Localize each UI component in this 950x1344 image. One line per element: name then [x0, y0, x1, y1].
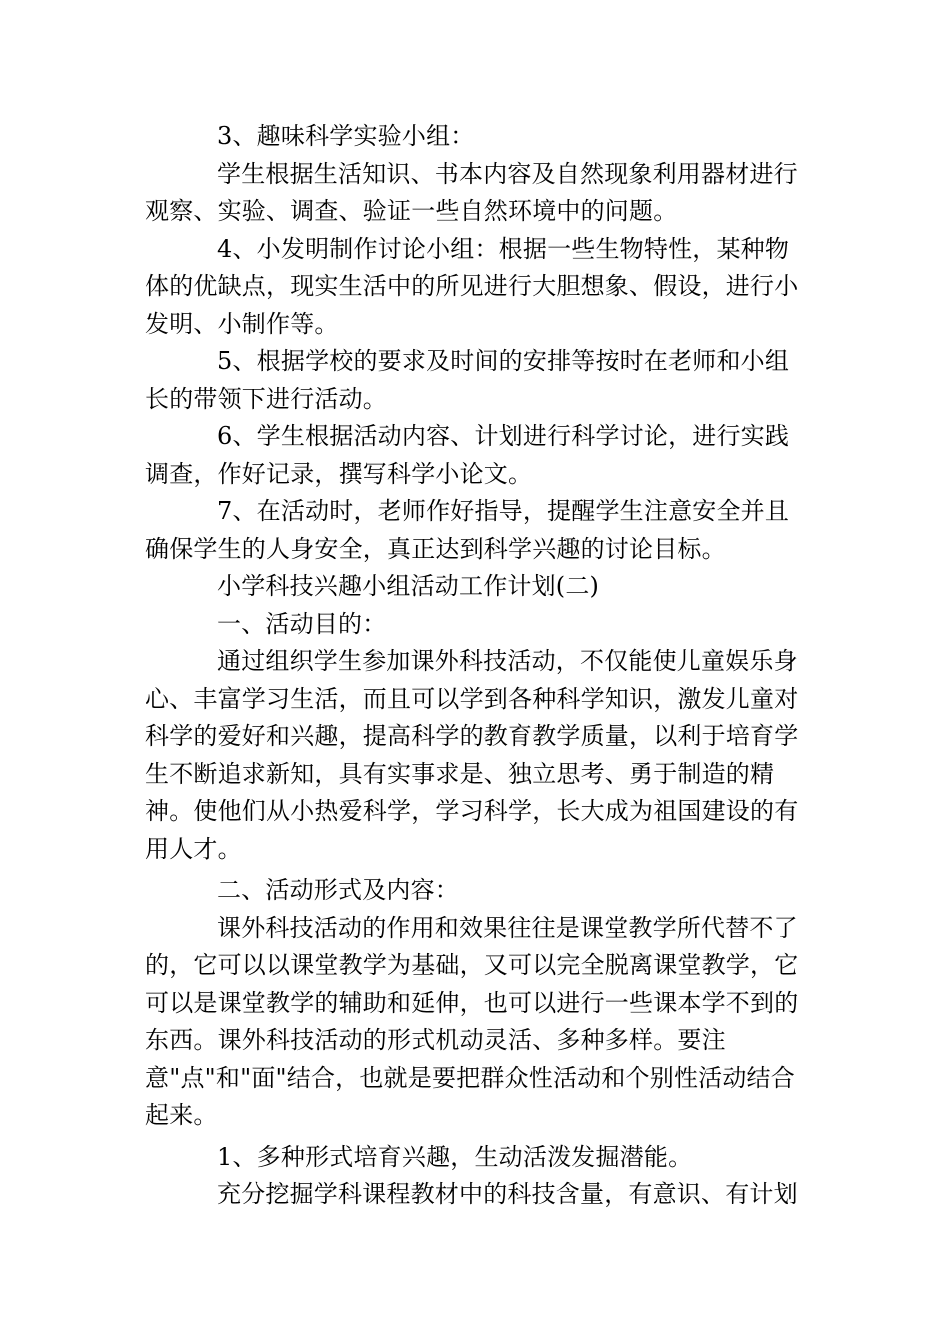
paragraph-item-3-heading: 3、趣味科学实验小组： — [217, 122, 475, 150]
section-title: 小学科技兴趣小组活动工作计划(二) — [217, 572, 600, 600]
paragraph-item-7: 7、在活动时，老师作好指导，提醒学生注意安全并且确保学生的人身安全，真正达到科学兴趣的讨论目标。 — [145, 497, 790, 563]
document-body — [145, 118, 807, 1214]
paragraph-purpose-body: 通过组织学生参加课外科技活动，不仅能使儿童娱乐身心、丰富学习生活，而且可以学到各种科学知识，激发儿童对科学的爱好和兴趣，提高科学的教育教学质量，以利于培育学生不断追求新知，具有实事求是、独立思考、勇于制造的精神。使他们从小热爱科学，学习科学，长大成为祖国建设的有用人才。 — [145, 647, 799, 863]
paragraph-form-content-body: 课外科技活动的作用和效果往往是课堂教学所代替不了的，它可以以课堂教学为基础，又可以完全脱离课堂教学，它可以是课堂教学的辅助和延伸，也可以进行一些课本学不到的东西。课外科技活动的形式机动灵活、多种多样。要注意"点"和"面"结合，也就是要把群众性活动和个别性活动结合起来。 — [145, 913, 799, 1129]
paragraph-item-5: 5、根据学校的要求及时间的安排等按时在老师和小组长的带领下进行活动。 — [145, 347, 790, 413]
paragraph-item-1-body: 充分挖掘学科课程教材中的科技含量，有意识、有计划 — [217, 1180, 798, 1208]
paragraph-item-3-body: 学生根据生活知识、书本内容及自然现象利用器材进行观察、实验、调查、验证一些自然环境中的问题。 — [145, 159, 798, 225]
heading-item-1: 1、多种形式培育兴趣，生动活泼发掘潜能。 — [217, 1142, 693, 1171]
paragraph-item-4: 4、小发明制作讨论小组：根据一些生物特性，某种物体的优缺点，现实生活中的所见进行大胆想象、假设，进行小发明、小制作等。 — [145, 234, 799, 338]
paragraph-item-6: 6、学生根据活动内容、计划进行科学讨论，进行实践调查，作好记录，撰写科学小论文。 — [145, 422, 790, 488]
heading-form-content: 二、活动形式及内容： — [217, 876, 459, 904]
heading-purpose: 一、活动目的： — [217, 609, 387, 638]
